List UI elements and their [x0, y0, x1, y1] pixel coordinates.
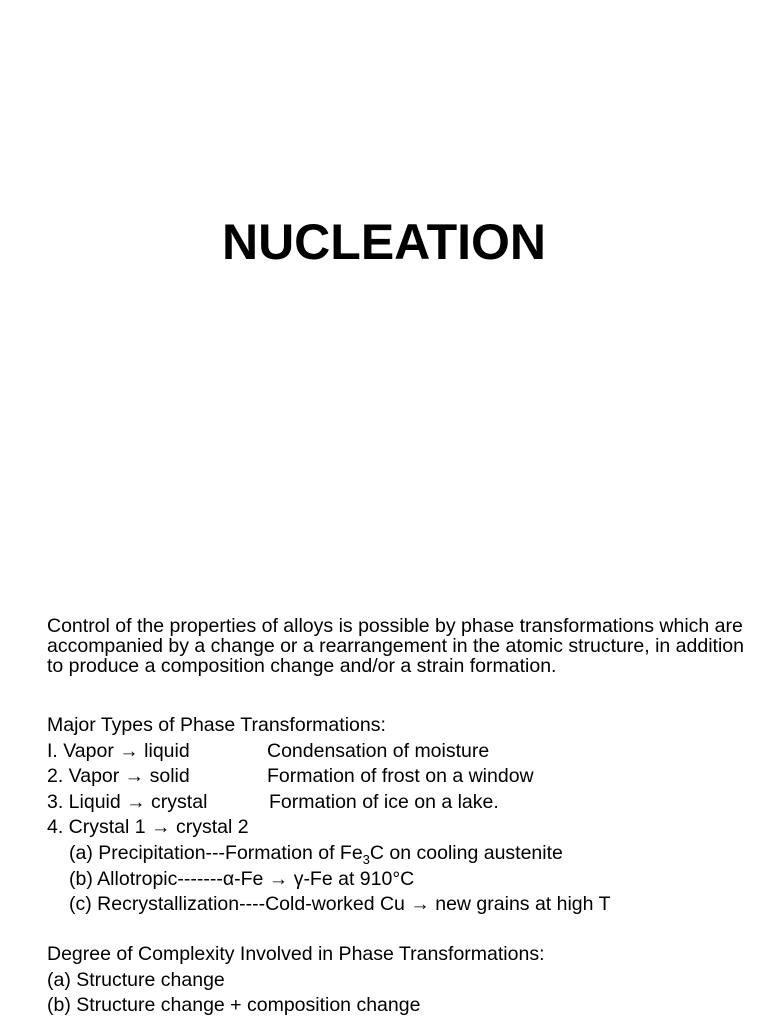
- list-item-example: Condensation of moisture: [267, 739, 490, 762]
- sub-item-allotropic: (b) Allotropic-------α-Fe → γ-Fe at 910°C: [69, 867, 415, 890]
- sub-item-precipitation: [47, 841, 747, 867]
- list-item: [47, 739, 747, 765]
- list-item-label: I. Vapor → liquid: [47, 739, 190, 762]
- types-heading: Major Types of Phase Transformations:: [47, 714, 386, 736]
- phase-transformation-types: [47, 713, 747, 918]
- list-item: [47, 764, 747, 790]
- intro-paragraph: Control of the properties of alloys is possible by phase transformations which are accompanied by a change or a rearrangement in the atomic structure, in addition to produce a composition change and/or a strain formation.: [47, 615, 744, 677]
- list-item-label: 3. Liquid → crystal: [47, 790, 208, 813]
- list-item-label: 4. Crystal 1 → crystal 2: [47, 816, 249, 839]
- sub-item-recrystallization: (c) Recrystallization----Cold-worked Cu → new grains at high T: [69, 893, 611, 916]
- complexity-heading: Degree of Complexity Involved in Phase Transformations:: [47, 943, 545, 965]
- list-item-label: 2. Vapor → solid: [47, 765, 190, 788]
- list-item: [47, 815, 747, 841]
- sub-item-text: (a) Precipitation---Formation of Fe: [69, 841, 363, 864]
- subscript: 3: [362, 851, 370, 867]
- page-title: NUCLEATION: [221, 214, 547, 270]
- complexity-section: [47, 942, 747, 1019]
- list-item: (a) Structure change: [47, 968, 225, 991]
- list-item-example: Formation of frost on a window: [267, 765, 534, 788]
- list-item-example: Formation of ice on a lake.: [269, 790, 499, 813]
- list-item: [47, 790, 747, 816]
- list-item: (b) Structure change + composition change: [47, 994, 421, 1017]
- sub-item-text: C on cooling austenite: [369, 841, 563, 864]
